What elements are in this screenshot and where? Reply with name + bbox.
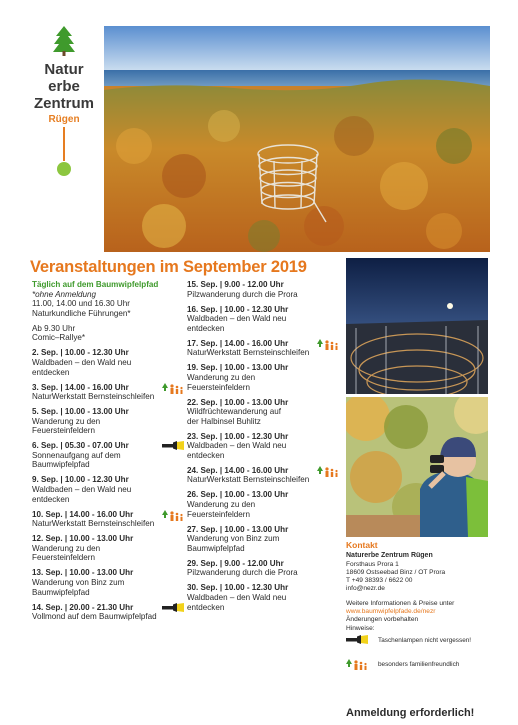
contact-name: Naturerbe Zentrum Rügen: [346, 552, 433, 560]
event-text: Wanderung zu den Feuersteinfeldern: [187, 372, 256, 392]
flashlight-icon: [346, 635, 368, 644]
event-item: [187, 583, 339, 612]
event-date: 27. Sep. | 10.00 - 13.00 Uhr: [187, 524, 289, 534]
event-item: [32, 568, 184, 597]
forest-landscape-image: [104, 26, 490, 252]
hint-flashlight: [346, 633, 496, 651]
event-date: 30. Sep. | 10.00 - 12.30 Uhr: [187, 583, 289, 593]
event-text: NaturWerkstatt Bernsteinschleifen: [32, 392, 155, 402]
event-item: [187, 398, 339, 427]
event-text: NaturWerkstatt Bernsteinschleifen: [32, 519, 155, 529]
event-date: 29. Sep. | 9.00 - 12.00 Uhr: [187, 558, 284, 568]
photo-child-with-binoculars: [346, 397, 488, 537]
event-date: 9. Sep. | 10.00 - 12.30 Uhr: [32, 475, 129, 485]
tree-icon: [52, 26, 76, 56]
event-item: [187, 339, 339, 358]
logo-dot: [57, 162, 71, 176]
event-date: Täglich auf dem Baumwipfelpfad: [32, 280, 159, 289]
event-date: 17. Sep. | 14.00 - 16.00 Uhr: [187, 338, 289, 348]
family-icon: [317, 339, 339, 350]
event-text: NaturWerkstatt Bernsteinschleifen: [187, 475, 310, 485]
contact-more-info: Weitere Informationen & Preise unter: [346, 599, 455, 607]
contact-box: [346, 541, 496, 675]
contact-url[interactable]: www.baumwipfelpfade.de/nezr: [346, 608, 436, 616]
event-text: Sonnenaufgang auf dem Baumwipfelpfad: [32, 450, 121, 470]
event-text: Wanderung zu den Feuersteinfeldern: [32, 543, 101, 563]
event-date: 5. Sep. | 10.00 - 13.00 Uhr: [32, 407, 129, 417]
event-item: [32, 475, 184, 504]
event-text: Waldbaden – den Wald neu entdecken: [32, 485, 132, 504]
logo-word-natur: Natur: [44, 61, 84, 78]
event-item: [32, 603, 184, 622]
hint-flashlight-text: Taschenlampen nicht vergessen!: [378, 636, 472, 644]
flashlight-icon: [162, 603, 184, 612]
event-item: [187, 559, 339, 578]
hint-family-text: besonders familienfreundlich: [378, 660, 460, 668]
family-icon: [162, 383, 184, 394]
event-text: Wanderung zu den Feuersteinfeldern: [32, 416, 101, 436]
events-column-1: [32, 280, 184, 627]
event-date: 24. Sep. | 14.00 - 16.00 Uhr: [187, 465, 289, 475]
hints-label: Hinweise:: [346, 624, 375, 632]
event-item: [32, 510, 184, 529]
contact-city: 18609 Ostseebad Binz / OT Prora: [346, 568, 446, 576]
event-text: Waldbaden – den Wald neu entdecken: [187, 592, 287, 612]
event-text: Ab 9.30 Uhr Comic–Rallye*: [32, 323, 86, 343]
event-text: Pilzwanderung durch die Prora: [187, 289, 298, 299]
event-text: Wanderung von Binz zum Baumwipfelpfad: [32, 577, 125, 597]
event-date: 13. Sep. | 10.00 - 13.00 Uhr: [32, 568, 134, 578]
event-date: 6. Sep. | 05.30 - 07.00 Uhr: [32, 441, 129, 451]
contact-street: Forsthaus Prora 1: [346, 560, 399, 568]
event-date: 10. Sep. | 14.00 - 16.00 Uhr: [32, 509, 134, 519]
page-heading: Veranstaltungen im September 2019: [30, 258, 307, 276]
hint-family: [346, 657, 496, 675]
family-icon: [346, 659, 368, 670]
event-text: Vollmond auf dem Baumwipfelpfad: [32, 612, 157, 622]
event-item: [32, 534, 184, 563]
logo-word-zentrum: Zentrum: [34, 95, 94, 112]
contact-email[interactable]: info@nezr.de: [346, 585, 385, 593]
event-item: [187, 490, 339, 519]
event-item: [32, 407, 184, 436]
event-date: 22. Sep. | 10.00 - 13.00 Uhr: [187, 397, 289, 407]
family-icon: [162, 510, 184, 521]
logo-place: Rügen: [48, 114, 80, 125]
event-item: [187, 432, 339, 461]
child-binoculars-image: [346, 397, 488, 537]
event-item: [32, 324, 184, 343]
event-date: 16. Sep. | 10.00 - 12.30 Uhr: [187, 304, 289, 314]
event-date: 23. Sep. | 10.00 - 12.30 Uhr: [187, 431, 289, 441]
event-note: *ohne Anmeldung: [32, 289, 97, 299]
event-text: Wanderung zu den Feuersteinfeldern: [187, 500, 256, 519]
event-text: NaturWerkstatt Bernsteinschleifen: [187, 348, 310, 358]
event-item: [32, 383, 184, 402]
event-date: 12. Sep. | 10.00 - 13.00 Uhr: [32, 534, 134, 544]
event-date: 14. Sep. | 20.00 - 21.30 Uhr: [32, 602, 134, 612]
event-text: Wildfrüchtewanderung auf der Halbinsel Buhlitz: [187, 407, 282, 426]
event-text: Waldbaden – den Wald neu entdecken: [32, 357, 132, 377]
events-column-2: [187, 280, 339, 618]
event-date: 3. Sep. | 14.00 - 16.00 Uhr: [32, 382, 129, 392]
hero-photo-treetop-tower: [104, 26, 490, 252]
event-date: 26. Sep. | 10.00 - 13.00 Uhr: [187, 490, 289, 500]
event-date: 2. Sep. | 10.00 - 12.30 Uhr: [32, 348, 129, 358]
event-item: [187, 363, 339, 392]
registration-required: Anmeldung erforderlich!: [346, 707, 475, 719]
event-item: [32, 280, 184, 318]
contact-title: Kontakt: [346, 540, 378, 550]
event-item: [187, 280, 339, 299]
logo-stem: [63, 127, 65, 161]
event-text: Wanderung von Binz zum Baumwipfelpfad: [187, 534, 280, 553]
event-item: [187, 466, 339, 485]
event-date: 15. Sep. | 9.00 - 12.00 Uhr: [187, 280, 284, 289]
event-item: [187, 525, 339, 554]
logo-word-erbe: erbe: [48, 78, 80, 95]
event-item: [187, 305, 339, 334]
event-item: [32, 441, 184, 470]
family-icon: [317, 466, 339, 477]
event-item: [32, 348, 184, 377]
contact-changes: Änderungen vorbehalten: [346, 616, 419, 624]
flashlight-icon: [162, 441, 184, 450]
event-text: 11.00, 14.00 und 16.30 Uhr Naturkundliche Führungen*: [32, 299, 131, 318]
photo-tower-at-night: [346, 258, 488, 394]
event-text: Pilzwanderung durch die Prora: [187, 568, 298, 578]
event-date: 19. Sep. | 10.00 - 13.00 Uhr: [187, 363, 289, 373]
contact-phone: T +49 38393 / 6622 00: [346, 577, 413, 585]
event-text: Waldbaden – den Wald neu entdecken: [187, 441, 287, 460]
event-text: Waldbaden – den Wald neu entdecken: [187, 314, 287, 333]
naturerbe-zentrum-logo: [30, 26, 98, 156]
night-tower-image: [346, 258, 488, 394]
